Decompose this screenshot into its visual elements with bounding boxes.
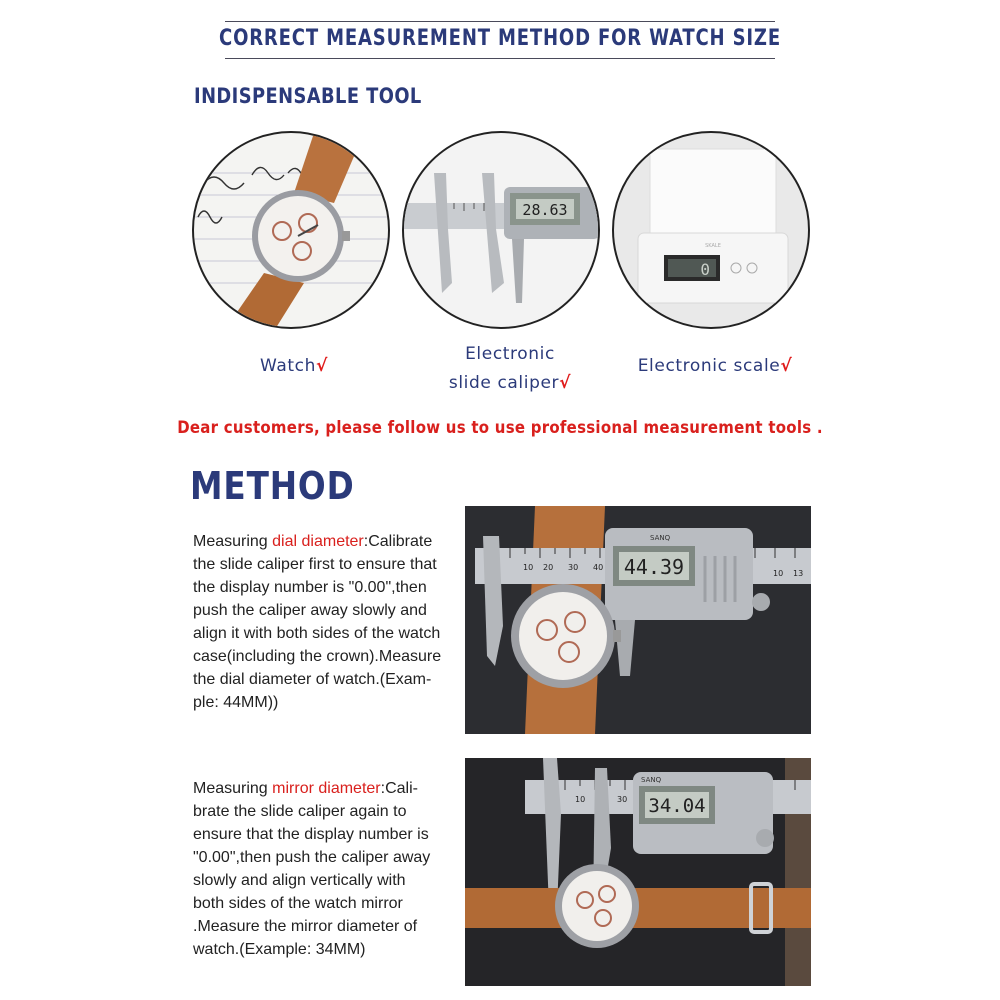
check-mark-icon: √ [559,373,572,393]
page-title: CORRECT MEASUREMENT METHOD FOR WATCH SIZE [219,26,781,51]
tool-label-caliper: Electronic slide caliper√ [448,344,572,393]
highlight-mirror-diameter: mirror diameter [272,780,381,797]
scale-brand: SKALE [705,243,721,249]
mirror-measurement-photo [465,758,811,986]
dial-measurement-photo [465,506,811,734]
check-mark-icon: √ [780,356,793,376]
caliper-photo [402,131,600,329]
svg-text:10: 10 [523,563,534,572]
customer-notice: Dear customers, please follow us to use professional measurement tools . [177,418,823,438]
svg-text:30: 30 [568,563,579,572]
method-heading: METHOD [190,464,355,508]
title-rule-top [225,21,775,22]
tools-heading: INDISPENSABLE TOOL [194,84,422,108]
tool-label-scale: Electronic scale√ [637,356,793,376]
svg-text:10: 10 [773,569,784,578]
title-rule-bottom [225,58,775,59]
svg-text:13: 13 [793,569,804,578]
watch-photo [192,131,390,329]
scale-reading: 0 [700,260,710,279]
step-mirror-diameter-text: Measuring mirror diameter:Cali- brate the slide caliper again to ensure that the display number is "0.00",then push the caliper away slowly and align vertically with both sides of the watch mirror .Measure the mirror diameter of watch.(Example: 34MM) [193,780,431,958]
svg-text:20: 20 [543,563,554,572]
caliper-reading: 28.63 [522,201,568,219]
svg-text:40: 40 [593,563,604,572]
dial-caliper-reading: 44.39 [623,555,685,579]
step-dial-diameter-text: Measuring dial diameter:Calibrate the slide caliper first to ensure that the display number is "0.00",then push the caliper away slowly and align it with both sides of the watch case(including the crown).Measure the dial diameter of watch.(Exam- ple: 44MM)) [193,533,442,711]
svg-text:SANQ: SANQ [641,776,662,784]
svg-text:30: 30 [617,795,628,804]
tool-label-watch: Watch√ [260,356,328,376]
svg-text:SANQ: SANQ [650,534,671,542]
highlight-dial-diameter: dial diameter [272,533,364,550]
scale-photo [612,131,810,329]
mirror-caliper-reading: 34.04 [648,795,706,817]
svg-text:10: 10 [575,795,586,804]
check-mark-icon: √ [315,356,328,376]
